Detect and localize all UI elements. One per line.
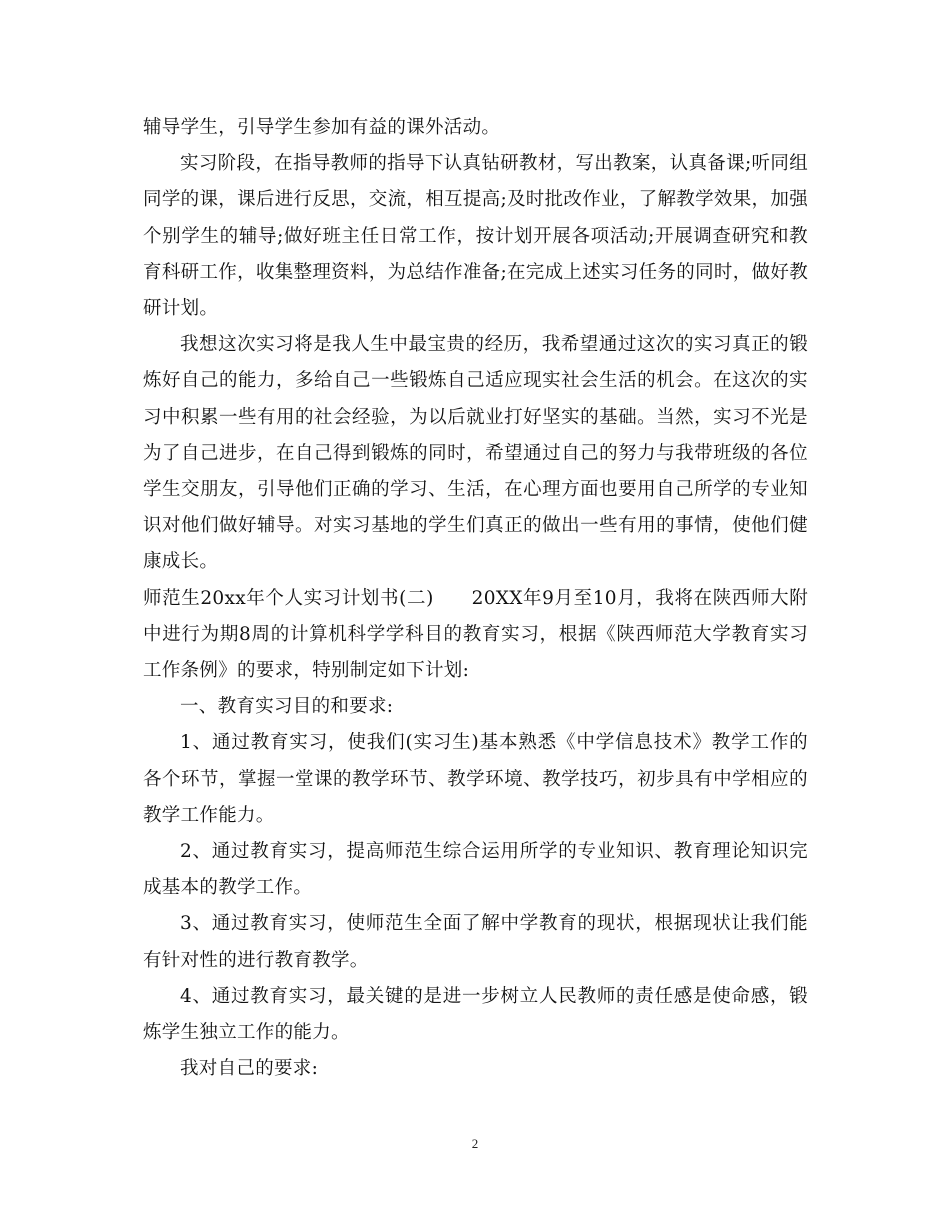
paragraph-self-requirements: 我对自己的要求:	[180, 1058, 319, 1080]
list-item-goal-4: 4、通过教育实习，最关键的是进一步树立人民教师的责任感是使命感，锻炼学生独立工作的能力。	[143, 985, 808, 1044]
plan-heading: 师范生20xx年个人实习计划书(二)	[143, 587, 434, 609]
paragraph-continuation: 辅导学生，引导学生参加有益的课外活动。	[143, 117, 501, 138]
list-item-goal-2: 2、通过教育实习，提高师范生综合运用所学的专业知识、教育理论知识完成基本的教学工作。	[143, 841, 808, 899]
paragraph-plan-intro	[143, 581, 808, 690]
list-item-goal-1: 1、通过教育实习，使我们(实习生)基本熟悉《中学信息技术》教学工作的各个环节，掌握一堂课的教学环节、教学环境、教学技巧，初步具有中学相应的教学工作能力。	[143, 732, 808, 826]
list-item-goal-3: 3、通过教育实习，使师范生全面了解中学教育的现状，根据现状让我们能有针对性的进行教育教学。	[143, 913, 808, 971]
paragraph-internship-stage: 实习阶段，在指导教师的指导下认真钻研教材，写出教案，认真备课;听同组同学的课，课后进行反思，交流，相互提高;及时批改作业，了解教学效果，加强个别学生的辅导;做好班主任日常工作，按计划开展各项活动;开展调查研究和教育科研工作，收集整理资料，为总结作准备;在完成上述实习任务的同时，做好教研计划。	[143, 153, 808, 320]
paragraph-expectations: 我想这次实习将是我人生中最宝贵的经历，我希望通过这次的实习真正的锻炼好自己的能力，多给自己一些锻炼自己适应现实社会生活的机会。在这次的实习中积累一些有用的社会经验，为以后就业打好坚实的基础。当然，实习不光是为了自己进步，在自己得到锻炼的同时，希望通过自己的努力与我带班级的各位学生交朋友，引导他们正确的学习、生活，在心理方面也要用自己所学的专业知识对他们做好辅导。对实习基地的学生们真正的做出一些有用的事情，使他们健康成长。	[143, 334, 808, 573]
plan-intro-text: 20XX年9月至10月，我将在陕西师大附中进行为期8周的计算机科学学科目的教育实习，根据《陕西师范大学教育实习工作条例》的要求，特别制定如下计划:	[143, 587, 808, 682]
body-text	[143, 110, 808, 1087]
section-heading-goals: 一、教育实习目的和要求:	[180, 696, 394, 718]
page-number: 2	[471, 1136, 479, 1151]
